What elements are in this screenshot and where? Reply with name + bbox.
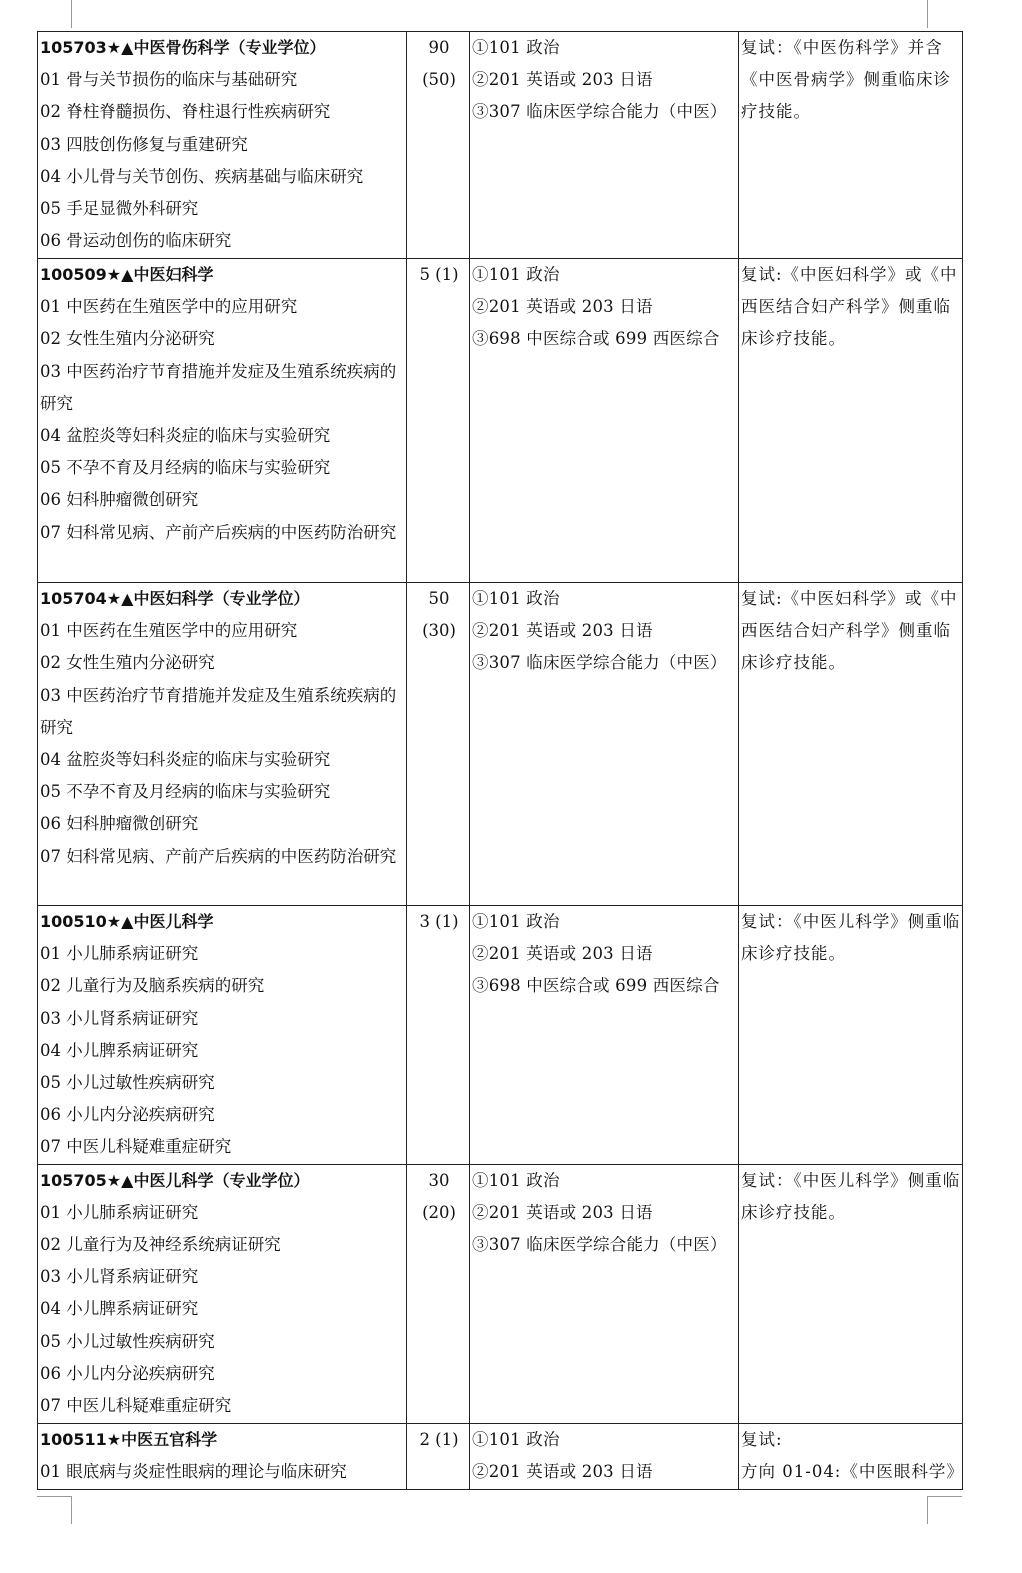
note-text: 复试:	[741, 1429, 783, 1449]
major-cell	[38, 906, 407, 1165]
exam-subject: ①101 政治	[472, 38, 560, 57]
table-row	[38, 32, 963, 259]
major-title: 105704★▲中医妇科学（专业学位）	[40, 589, 310, 608]
direction-item: 02 脊柱脊髓损伤、脊柱退行性疾病研究	[40, 102, 331, 122]
direction-item: 07 妇科常见病、产前产后疾病的中医药防治研究	[40, 846, 397, 866]
exam-cell	[470, 1164, 739, 1423]
quota-sub: (30)	[422, 621, 456, 641]
quota-cell	[407, 906, 470, 1165]
major-title: 100511★中医五官科学	[40, 1429, 218, 1449]
direction-item: 06 小儿内分泌疾病研究	[40, 1363, 215, 1383]
direction-item: 05 手足显微外科研究	[40, 199, 199, 219]
direction-item: 01 中医药在生殖医学中的应用研究	[40, 297, 298, 317]
crop-mark	[928, 1496, 962, 1497]
quota-cell	[407, 259, 470, 583]
direction-item: 07 中医儿科疑难重症研究	[40, 1396, 232, 1416]
direction-item: 06 妇科肿瘤微创研究	[40, 814, 199, 834]
note-text: 复试：《中医儿科学》侧重临床诊疗技能。	[741, 1170, 961, 1222]
note-text: 复试:《中医妇科学》或《中西医结合妇产科学》侧重临床诊疗技能。	[741, 589, 958, 673]
direction-item: 06 骨运动创伤的临床研究	[40, 231, 232, 251]
table-row	[38, 1164, 963, 1423]
note-text: 复试：《中医伤科学》并含《中医骨病学》侧重临床诊疗技能。	[741, 38, 951, 122]
direction-item: 06 妇科肿瘤微创研究	[40, 490, 199, 510]
exam-subject: ①101 政治	[472, 265, 560, 284]
crop-mark	[37, 1496, 71, 1497]
major-cell	[38, 32, 407, 259]
exam-cell	[470, 32, 739, 259]
quota-sub: (50)	[422, 70, 456, 90]
table-row	[38, 259, 963, 583]
quota-cell	[407, 32, 470, 259]
direction-item: 01 骨与关节损伤的临床与基础研究	[40, 70, 298, 90]
exam-subject: ③698 中医综合或 699 西医综合	[472, 329, 720, 349]
quota: 50	[428, 589, 450, 608]
note-text: 复试：《中医儿科学》侧重临床诊疗技能。	[741, 912, 961, 964]
note-cell	[739, 32, 963, 259]
exam-subject: ②201 英语或 203 日语	[472, 1202, 653, 1222]
exam-subject: ①101 政治	[472, 589, 560, 608]
note-cell	[739, 906, 963, 1165]
note-cell	[739, 1164, 963, 1423]
major-title: 105703★▲中医骨伤科学（专业学位）	[40, 38, 326, 57]
note-cell	[739, 1423, 963, 1489]
exam-subject: ③307 临床医学综合能力（中医）	[472, 1235, 727, 1255]
direction-item: 01 中医药在生殖医学中的应用研究	[40, 621, 298, 641]
exam-cell	[470, 259, 739, 583]
direction-item: 02 儿童行为及神经系统病证研究	[40, 1235, 281, 1255]
direction-item: 07 中医儿科疑难重症研究	[40, 1137, 232, 1157]
exam-subject: ③307 临床医学综合能力（中医）	[472, 102, 727, 122]
quota-sub: (20)	[422, 1202, 456, 1222]
major-cell	[38, 583, 407, 906]
exam-cell	[470, 583, 739, 906]
crop-mark	[927, 1496, 928, 1524]
direction-item: 05 小儿过敏性疾病研究	[40, 1331, 215, 1351]
quota: 2 (1)	[419, 1429, 459, 1449]
direction-item: 03 小儿肾系病证研究	[40, 1008, 199, 1028]
crop-mark	[927, 0, 928, 28]
direction-item: 04 小儿脾系病证研究	[40, 1299, 199, 1319]
quota-cell	[407, 1164, 470, 1423]
table-row	[38, 583, 963, 906]
direction-item: 03 小儿肾系病证研究	[40, 1267, 199, 1287]
exam-cell	[470, 1423, 739, 1489]
quota-cell	[407, 583, 470, 906]
exam-subject: ②201 英语或 203 日语	[472, 621, 653, 641]
crop-mark	[71, 1496, 72, 1524]
quota: 90	[428, 38, 450, 57]
exam-subject: ③698 中医综合或 699 西医综合	[472, 976, 720, 996]
major-cell	[38, 1164, 407, 1423]
exam-subject: ①101 政治	[472, 912, 560, 931]
direction-item: 07 妇科常见病、产前产后疾病的中医药防治研究	[40, 522, 397, 542]
note-cell	[739, 259, 963, 583]
table-row	[38, 906, 963, 1165]
exam-subject: ①101 政治	[472, 1170, 560, 1190]
exam-subject: ①101 政治	[472, 1429, 560, 1449]
note-text: 复试:《中医妇科学》或《中西医结合妇产科学》侧重临床诊疗技能。	[741, 265, 958, 349]
major-title: 100509★▲中医妇科学	[40, 265, 214, 284]
quota: 3 (1)	[419, 912, 459, 931]
direction-item: 04 小儿骨与关节创伤、疾病基础与临床研究	[40, 166, 364, 186]
note-cell	[739, 583, 963, 906]
major-title: 105705★▲中医儿科学（专业学位）	[40, 1170, 310, 1190]
direction-item: 02 女性生殖内分泌研究	[40, 653, 215, 673]
major-cell	[38, 1423, 407, 1489]
major-cell	[38, 259, 407, 583]
direction-item: 03 中医药治疗节育措施并发症及生殖系统疾病的研究	[40, 361, 397, 413]
direction-item: 05 小儿过敏性疾病研究	[40, 1073, 215, 1093]
direction-item: 05 不孕不育及月经病的临床与实验研究	[40, 782, 331, 802]
note-text: 方向 01-04:《中医眼科学》	[741, 1461, 964, 1481]
quota-cell	[407, 1423, 470, 1489]
direction-item: 03 中医药治疗节育措施并发症及生殖系统疾病的研究	[40, 685, 397, 737]
exam-subject: ②201 英语或 203 日语	[472, 1461, 653, 1481]
direction-item: 04 盆腔炎等妇科炎症的临床与实验研究	[40, 750, 331, 770]
major-title: 100510★▲中医儿科学	[40, 912, 214, 931]
direction-item: 01 小儿肺系病证研究	[40, 944, 199, 964]
exam-subject: ②201 英语或 203 日语	[472, 944, 653, 964]
direction-item: 01 小儿肺系病证研究	[40, 1202, 199, 1222]
exam-cell	[470, 906, 739, 1165]
quota: 30	[428, 1170, 450, 1190]
exam-subject: ②201 英语或 203 日语	[472, 70, 653, 90]
enrollment-table	[37, 31, 963, 1490]
direction-item: 05 不孕不育及月经病的临床与实验研究	[40, 458, 331, 478]
direction-item: 01 眼底病与炎症性眼病的理论与临床研究	[40, 1461, 347, 1481]
quota: 5 (1)	[419, 265, 459, 284]
direction-item: 02 女性生殖内分泌研究	[40, 329, 215, 349]
table-row	[38, 1423, 963, 1489]
exam-subject: ③307 临床医学综合能力（中医）	[472, 653, 727, 673]
direction-item: 03 四肢创伤修复与重建研究	[40, 134, 248, 154]
direction-item: 04 小儿脾系病证研究	[40, 1040, 199, 1060]
direction-item: 02 儿童行为及脑系疾病的研究	[40, 976, 265, 996]
exam-subject: ②201 英语或 203 日语	[472, 297, 653, 317]
direction-item: 06 小儿内分泌疾病研究	[40, 1105, 215, 1125]
direction-item: 04 盆腔炎等妇科炎症的临床与实验研究	[40, 426, 331, 446]
crop-mark	[71, 0, 72, 28]
